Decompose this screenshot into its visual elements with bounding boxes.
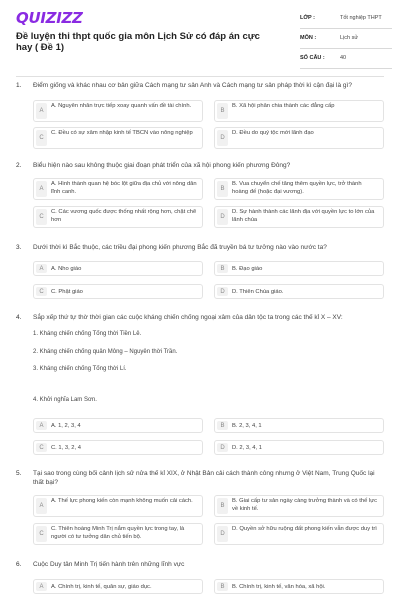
sequence-item-1: 1. Kháng chiến chống Tống thời Tiền Lê. [33,331,142,337]
option-text: B. Vua chuyển chế tăng thêm quyền lực, trở thành hoàng đế (hoặc đại vương). [232,181,362,195]
option-text: B. Chính trị, kinh tế, văn hóa, xã hội. [232,584,326,590]
option-text: A. Nguyên nhân trực tiếp xoay quanh vấn đề tài chính. [51,103,192,109]
option-c[interactable] [33,440,203,455]
option-text: B. Giai cấp tư sản ngày càng trưởng thành và có thế lực về kinh tế. [232,498,377,512]
option-b[interactable] [214,100,384,122]
option-letter: B [217,582,228,591]
option-text: A. Thế lực phong kiến còn mạnh không muốn cải cách. [51,498,193,504]
option-text: B. Đạo giáo [232,266,263,272]
option-text: A. Hình thành quan hệ bóc lột giữa địa chủ với nông dân lĩnh canh. [51,181,197,195]
question-text: Biểu hiện nào sau không thuộc giai đoạn phát triển của xã hội phong kiến phương Đông? [33,162,291,169]
option-text: C. 1, 3, 2, 4 [51,445,81,451]
meta-count-value: 40 [340,55,347,61]
option-c[interactable] [33,284,203,299]
option-letter: C [36,526,47,542]
question-text: Tại sao trong cùng bối cảnh lịch sử nửa thế kỉ XIX, ở Nhật Bản cải cách thành công nhưng ở Việt Nam, Trung Quốc lại thất bại? [33,470,375,486]
option-text: C. Các vương quốc được thống nhất rộng hơn, chặt chẽ hơn [51,209,197,223]
option-c[interactable] [33,523,203,545]
option-c[interactable] [33,206,203,228]
option-text: D. Sự hành thành các lãnh địa với quyền lực to lớn của lãnh chúa [232,209,375,223]
option-letter: D [217,443,228,452]
option-letter: C [36,209,47,225]
option-c[interactable] [33,127,203,149]
option-a[interactable] [33,579,203,594]
option-d[interactable] [214,523,384,545]
option-text: C. Thiên hoàng Minh Trị nắm quyền lực trong tay, là người có tư tưởng dân chủ tiến bộ. [51,526,185,540]
option-d[interactable] [214,127,384,149]
question-text: Điểm giống và khác nhau cơ bản giữa Cách mạng tư sản Anh và Cách mạng tư sản pháp thời kì cận đại là gì? [33,82,352,89]
option-letter: B [217,421,228,430]
option-letter: C [36,443,47,452]
meta-subject-label: MÔN : [300,35,317,41]
option-b[interactable] [214,261,384,276]
question-text: Cuộc Duy tân Minh Trị tiến hành trên những lĩnh vực [33,561,185,568]
option-d[interactable] [214,284,384,299]
option-letter: A [36,181,47,197]
option-text: A. 1, 2, 3, 4 [51,423,81,429]
option-letter: D [217,526,228,542]
question-number: 4. [16,314,22,321]
header-divider [16,76,384,77]
page-title: Đề luyện thi thpt quốc gia môn Lịch Sử có đáp án cực hay ( Đề 1) [16,31,260,53]
sequence-item-4: 4. Khởi nghĩa Lam Sơn. [33,397,97,403]
option-text: C. Phật giáo [51,289,83,295]
option-a[interactable] [33,495,203,517]
brand-logo: QUIZIZZ [16,9,83,27]
option-letter: A [36,498,47,514]
option-text: C. Đều có sự xâm nhập kinh tế TBCN vào nông nghiệp [51,130,193,136]
option-d[interactable] [214,440,384,455]
meta-class-value: Tốt nghiệp THPT [340,15,382,21]
option-a[interactable] [33,418,203,433]
option-text: B. 2, 3, 4, 1 [232,423,262,429]
question-number: 2. [16,162,22,169]
meta-panel [300,12,392,72]
option-text: D. Thiên Chúa giáo. [232,289,284,295]
meta-count-label: SỐ CÂU : [300,55,325,61]
option-b[interactable] [214,418,384,433]
option-b[interactable] [214,579,384,594]
option-text: A. Chính trị, kinh tế, quân sự, giáo dục. [51,584,152,590]
option-letter: B [217,498,228,514]
option-letter: A [36,582,47,591]
option-letter: A [36,264,47,273]
option-a[interactable] [33,100,203,122]
meta-class-label: LỚP : [300,15,315,21]
option-d[interactable] [214,206,384,228]
option-a[interactable] [33,178,203,200]
meta-subject-row [300,32,392,49]
meta-count-row [300,52,392,69]
option-text: A. Nho giáo [51,266,82,272]
option-letter: C [36,130,47,146]
option-a[interactable] [33,261,203,276]
option-letter: D [217,287,228,296]
option-b[interactable] [214,495,384,517]
question-number: 3. [16,244,22,251]
option-letter: D [217,209,228,225]
meta-subject-value: Lịch sử [340,35,359,41]
question-number: 5. [16,470,22,477]
option-letter: C [36,287,47,296]
question-text: Sắp xếp thứ tự thờ thời gian các cuộc kháng chiến chống ngoại xâm của dân tộc ta trong các thế kỉ X – XV: [33,314,343,321]
meta-class-row [300,12,392,29]
question-number: 1. [16,82,22,89]
option-letter: B [217,103,228,119]
sequence-item-2: 2. Kháng chiến chống quân Mông – Nguyên thời Trần. [33,349,178,355]
question-text: Dưới thời kì Bắc thuộc, các triều đại phong kiến phương Bắc đã truyền bá tư tưởng nào vào nước ta? [33,244,327,251]
option-b[interactable] [214,178,384,200]
option-text: D. Đều do quý tộc mới lãnh đạo [232,130,314,136]
question-number: 6. [16,561,22,568]
option-letter: A [36,103,47,119]
option-text: D. 2, 3, 4, 1 [232,445,262,451]
option-letter: A [36,421,47,430]
option-letter: B [217,264,228,273]
option-letter: B [217,181,228,197]
option-text: D. Quyền sở hữu ruộng đất phong kiến vẫn được duy trì [232,526,377,532]
sequence-item-3: 3. Kháng chiến chống Tống thời Lí. [33,366,127,372]
option-text: B. Xã hội phân chia thành các đẳng cấp [232,103,335,109]
worksheet-header [0,0,400,72]
option-letter: D [217,130,228,146]
